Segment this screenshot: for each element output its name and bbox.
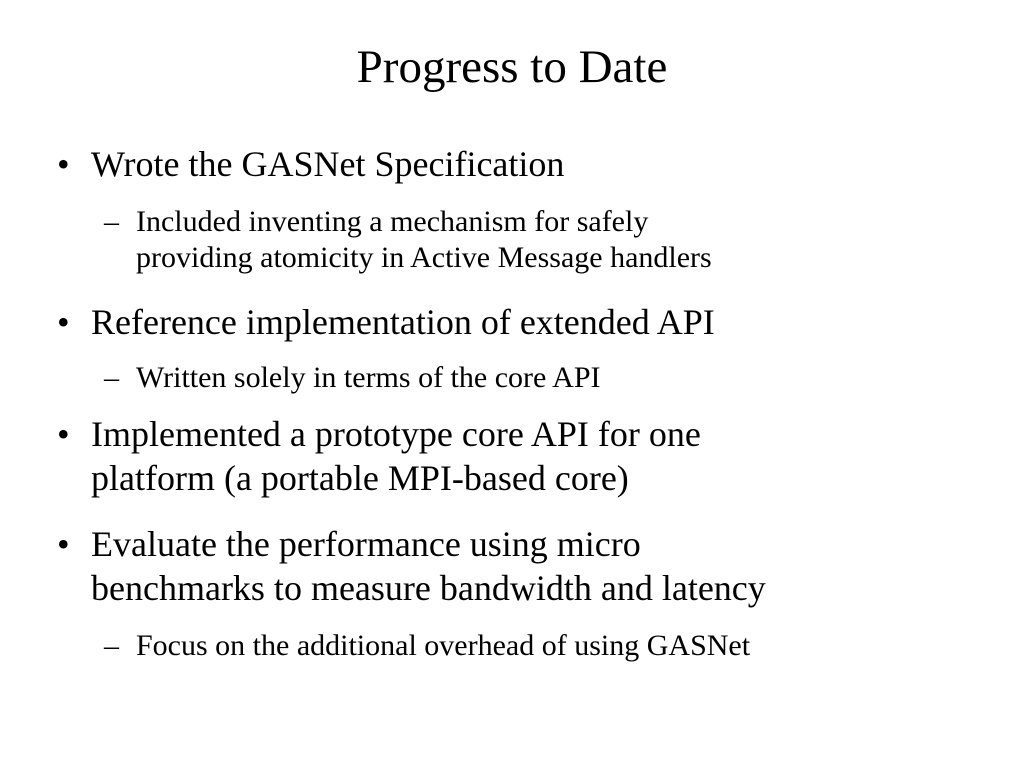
slide-title: Progress to Date — [356, 41, 668, 93]
bullet-line: Evaluate the performance using micro — [91, 524, 641, 564]
bullet-text — [91, 142, 971, 186]
bullet-line: Wrote the GASNet Specification — [91, 144, 565, 184]
bullet-text — [91, 522, 971, 610]
sub-bullet-line: providing atomicity in Active Message handlers — [136, 241, 712, 274]
bullet-line: Reference implementation of extended API — [91, 302, 715, 342]
bullet-line: benchmarks to measure bandwidth and latency — [91, 568, 766, 608]
sub-bullet-text — [136, 628, 966, 664]
bullet-text — [91, 300, 971, 344]
bullet-line: Implemented a prototype core API for one — [91, 414, 701, 454]
bullet-icon: • — [57, 524, 70, 564]
bullet-icon: • — [57, 414, 70, 454]
bullet-icon: • — [57, 144, 70, 184]
bullet-icon: • — [57, 302, 70, 342]
sub-bullet-line: Written solely in terms of the core API — [136, 361, 601, 394]
dash-icon: – — [104, 629, 119, 662]
sub-bullet-text — [136, 360, 966, 396]
bullet-text — [91, 412, 971, 500]
dash-icon: – — [104, 361, 119, 394]
bullet-line: platform (a portable MPI-based core) — [91, 458, 629, 498]
dash-icon: – — [104, 205, 119, 238]
sub-bullet-line: Included inventing a mechanism for safely — [136, 205, 649, 238]
sub-bullet-line: Focus on the additional overhead of using GASNet — [136, 629, 751, 662]
sub-bullet-text — [136, 204, 966, 276]
